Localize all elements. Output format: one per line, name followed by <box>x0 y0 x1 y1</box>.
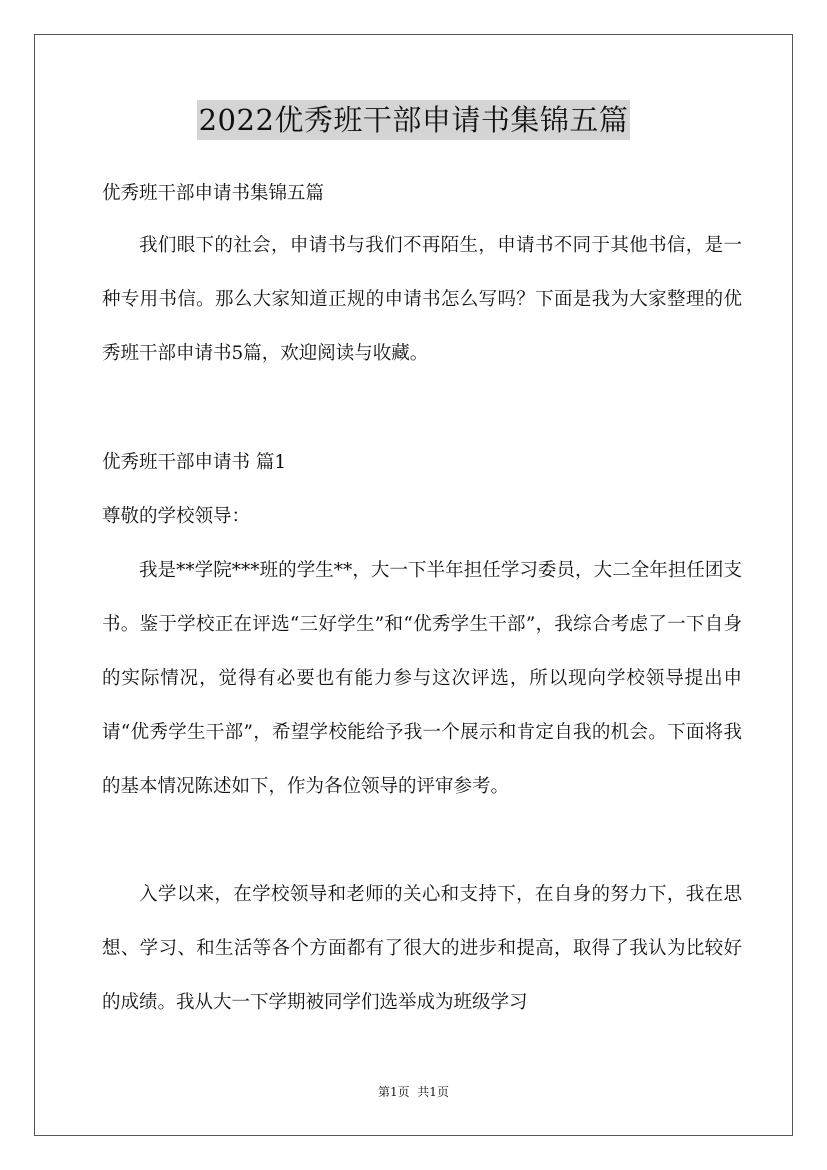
body-paragraph-2: 入学以来，在学校领导和老师的关心和支持下，在自身的努力下，我在思想、学习、和生活等各个方面都有了很大的进步和提高，取得了我认为比较好的成绩。我从大一下学期被同学们选举成为班级学习 <box>102 884 742 1013</box>
section-heading: 优秀班干部申请书 篇1 <box>102 452 287 473</box>
page-footer: 第1页 共1页 <box>378 1085 449 1099</box>
document-subtitle: 优秀班干部申请书集锦五篇 <box>102 183 325 204</box>
salutation: 尊敬的学校领导： <box>102 506 251 527</box>
body-paragraph-1: 我是**学院***班的学生**，大一下半年担任学习委员，大二全年担任团支书。鉴于学校正在评选“三好学生”和“优秀学生干部”，我综合考虑了一下自身的实际情况，觉得有必要也有能力参与这次评选，所以现向学校领导提出申请“优秀学生干部”，希望学校能给予我一个展示和肯定自我的机会。下面将我的基本情况陈述如下，作为各位领导的评审参考。 <box>102 560 742 797</box>
document-title-text: 2022优秀班干部申请书集锦五篇 <box>197 100 631 140</box>
intro-paragraph: 我们眼下的社会，申请书与我们不再陌生，申请书不同于其他书信，是一种专用书信。那么大家知道正规的申请书怎么写吗？下面是我为大家整理的优秀班干部申请书5篇，欢迎阅读与收藏。 <box>102 235 742 364</box>
document-title <box>0 100 827 140</box>
